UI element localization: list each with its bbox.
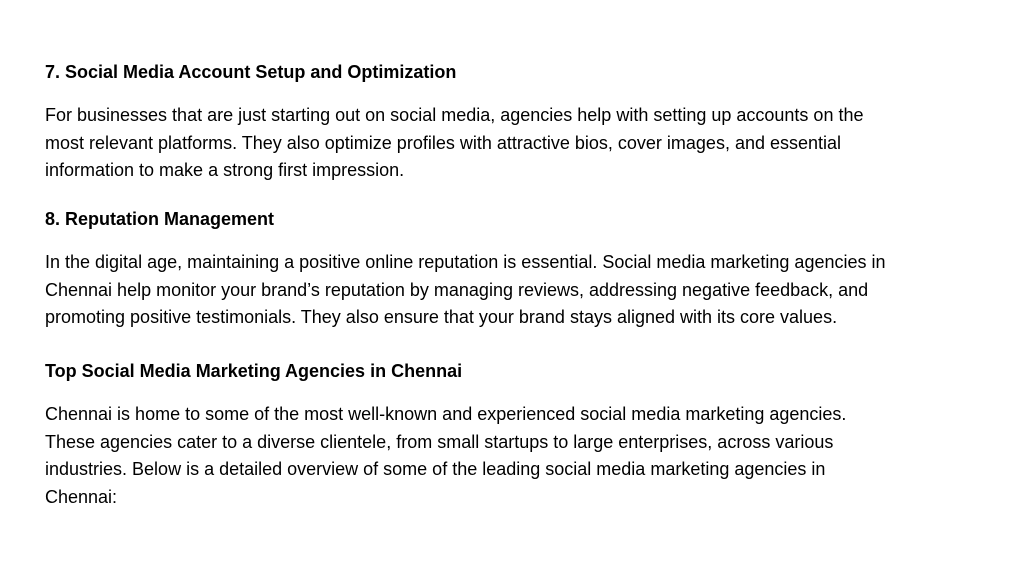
paragraph-line: information to make a strong first impression. (45, 160, 405, 180)
paragraph-line: For businesses that are just starting out on social media, agencies help with setting up accounts on the (45, 105, 864, 125)
paragraph-line: Chennai is home to some of the most well-known and experienced social media marketing agencies. (45, 404, 847, 424)
section-heading-account-setup: 7. Social Media Account Setup and Optimization (45, 62, 457, 82)
paragraph-line: These agencies cater to a diverse clientele, from small startups to large enterprises, across various (45, 431, 834, 452)
paragraph-line: In the digital age, maintaining a positive online reputation is essential. Social media marketing agencies in (45, 252, 886, 272)
paragraph-line: industries. Below is a detailed overview of some of the leading social media marketing agencies in (45, 459, 826, 479)
paragraph-reputation-management (45, 249, 995, 332)
paragraph-line: most relevant platforms. They also optimize profiles with attractive bios, cover images, and essential (45, 132, 842, 153)
paragraph-line: Chennai help monitor your brand’s reputation by managing reviews, addressing negative feedback, and (45, 279, 869, 300)
paragraph-line: Chennai: (45, 486, 118, 507)
section-heading-top-agencies: Top Social Media Marketing Agencies in Chennai (45, 361, 463, 381)
section-heading-reputation-management: 8. Reputation Management (45, 209, 275, 229)
paragraph-top-agencies (45, 401, 995, 511)
paragraph-account-setup (45, 102, 995, 185)
paragraph-line: promoting positive testimonials. They also ensure that your brand stays aligned with its core values. (45, 307, 838, 327)
